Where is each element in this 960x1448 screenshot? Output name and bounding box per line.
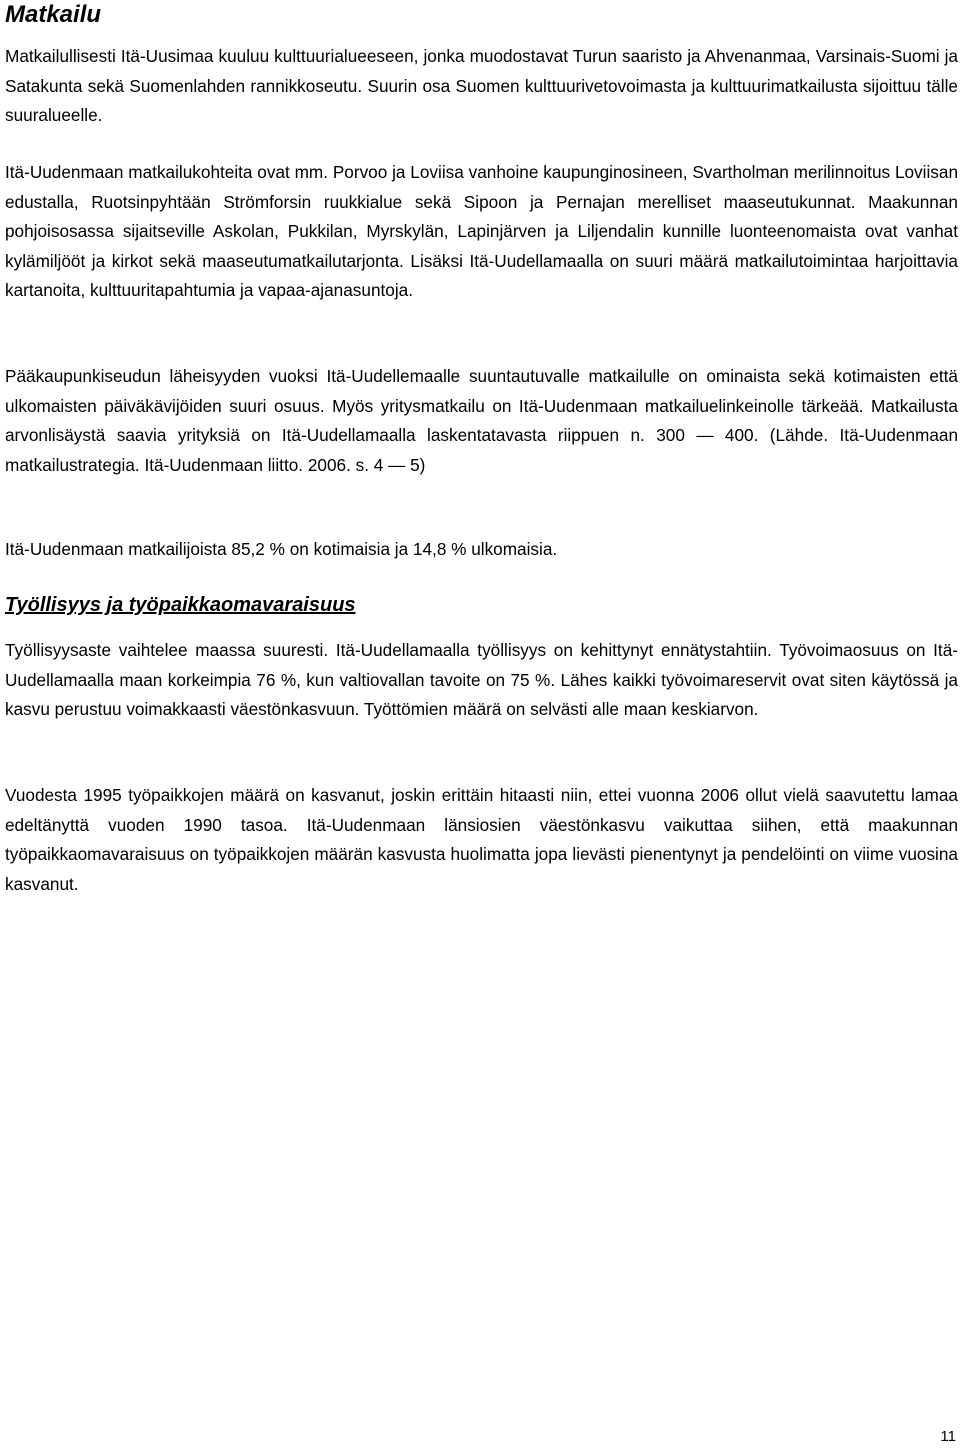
paragraph-tourist-sites: Itä-Uudenmaan matkailukohteita ovat mm. Porvoo ja Loviisa vanhoine kaupunginosineen, Svartholman merilinnoitus Loviisan edustalla, Ruotsinpyhtään Strömforsin ruukkialue sekä Sipoon ja Pernajan merelliset maaseutukunnat. Maakunnan pohjoisosassa sijaitseville Askolan, Pukkilan, Myrskylän, Lapinjärven ja Liljendalin kunnille luonteenomaista ovat vanhat kylämiljööt ja kirkot sekä maaseutumatkailutarjonta. Lisäksi Itä-Uudellamaalla on suuri määrä matkailutoimintaa harjoittavia kartanoita, kulttuuritapahtumia ja vapaa-ajanasuntoja. <box>5 162 958 300</box>
section-heading-matkailu: Matkailu <box>5 1 102 28</box>
paragraph-visitor-share: Itä-Uudenmaan matkailijoista 85,2 % on kotimaisia ja 14,8 % ulkomaisia. <box>5 539 558 559</box>
paragraph-day-visitors: Pääkaupunkiseudun läheisyyden vuoksi Itä-Uudellemaalle suuntautuvalle matkailulle on ominaista sekä kotimaisten että ulkomaisten päiväkävijöiden suuri osuus. Myös yritysmatkailu on Itä-Uudenmaan matkailuelinkeinolle tärkeää. Matkailusta arvonlisäystä saavia yrityksiä on Itä-Uudellamaalla laskentatavasta riippuen n. 300 — 400. (Lähde. Itä-Uudenmaan matkailustrategia. Itä-Uudenmaan liitto. 2006. s. 4 — 5) <box>5 366 958 475</box>
paragraph-job-growth: Vuodesta 1995 työpaikkojen määrä on kasvanut, joskin erittäin hitaasti niin, ettei vuonna 2006 ollut vielä saavutettu lamaa edeltänyttä vuoden 1990 tasoa. Itä-Uudenmaan länsiosien väestönkasvu vaikuttaa siihen, että maakunnan työpaikkaomavaraisuus on työpaikkojen määrän kasvusta huolimatta jopa lievästi pienentynyt ja pendelöinti on viime vuosina kasvanut. <box>5 785 958 894</box>
section-heading-employment: Työllisyys ja työpaikkaomavaraisuus <box>5 594 356 616</box>
paragraph-cultural-region: Matkailullisesti Itä-Uusimaa kuuluu kulttuurialueeseen, jonka muodostavat Turun saaristo ja Ahvenanmaa, Varsinais-Suomi ja Satakunta sekä Suomenlahden rannikkoseutu. Suurin osa Suomen kulttuurivetovoimasta ja kulttuurimatkailusta sijoittuu tälle suuralueelle. <box>5 46 958 125</box>
paragraph-employment-rate: Työllisyysaste vaihtelee maassa suuresti. Itä-Uudellamaalla työllisyys on kehittynyt ennätystahtiin. Työvoimaosuus on Itä-Uudellamaalla maan korkeimpia 76 %, kun valtiovallan tavoite on 75 %. Lähes kaikki työvoimareservit ovat siten käytössä ja kasvu perustuu voimakkaasti väestönkasvuun. Työttömien määrä on selvästi alle maan keskiarvon. <box>5 640 958 719</box>
page-number: 11 <box>940 1428 956 1445</box>
